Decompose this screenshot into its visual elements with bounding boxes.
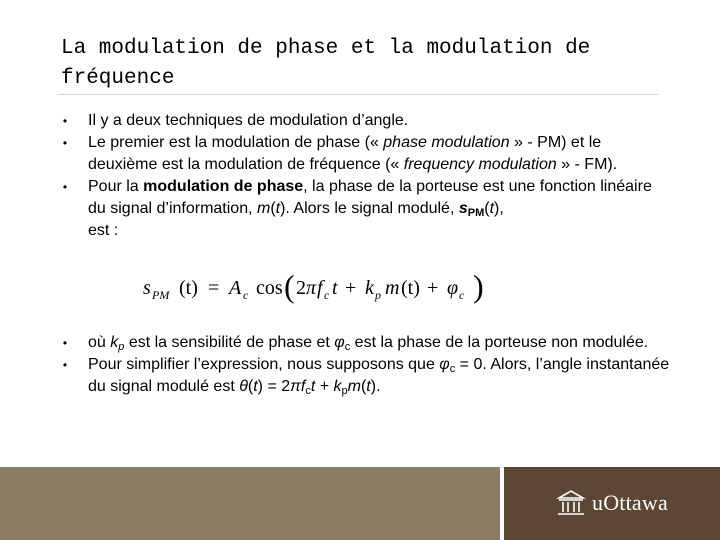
bullet-list-top: [60, 110, 670, 242]
bullet-marker: •: [62, 358, 68, 372]
bullet-text: Il y a deux techniques de modulation d’angle.: [88, 112, 409, 129]
strong-modulation-de-phase: modulation de phase: [143, 178, 304, 195]
svg-text:t: t: [332, 277, 338, 299]
title-divider: [58, 94, 658, 95]
em-phase-modulation: phase modulation: [383, 134, 510, 151]
svg-text:+: +: [427, 277, 439, 299]
phase-modulation-formula: [143, 266, 503, 306]
building-icon: [556, 488, 586, 518]
svg-text:A: A: [229, 277, 242, 299]
list-item: [60, 132, 670, 176]
bullet-text: où $k_p$ est la sensibilité de phase et $\varphi_c$ est la phase de la porteuse non modulée.: [88, 334, 649, 353]
em-frequency-modulation: frequency modulation: [403, 156, 557, 173]
bullet-text: Le premier est la modulation de phase (« phase modulation » - PM) et le deuxième est la modulation de fréquence (« frequency modulation » - FM).: [88, 134, 618, 173]
svg-text:2: 2: [296, 277, 306, 299]
svg-text:PM: PM: [152, 288, 170, 302]
svg-text:c: c: [243, 288, 249, 302]
formula-s: s: [143, 277, 151, 299]
university-logo: [556, 488, 668, 518]
svg-text:c: c: [324, 288, 330, 302]
svg-text:m: m: [385, 277, 400, 299]
bullet-marker: •: [62, 336, 68, 350]
list-item: [60, 110, 670, 132]
svg-text:f: f: [317, 277, 323, 299]
slide-title: La modulation de phase et la modulation de fréquence: [61, 37, 591, 90]
bullet-list-bottom: [60, 332, 670, 398]
svg-text:π: π: [306, 277, 317, 299]
svg-text:c: c: [459, 288, 465, 302]
svg-text:+: +: [345, 277, 357, 299]
list-item: [60, 332, 670, 354]
bullet-text: Pour simplifier l’expression, nous supposons que $\varphi_c = 0$. Alors, l’angle instantanée du signal modulé est $\theta(t) = 2\pi f_ct + k_pm(t)$.: [88, 356, 670, 397]
svg-text:(t): (t): [401, 277, 420, 299]
svg-text:k: k: [365, 277, 374, 299]
list-item: [60, 176, 670, 242]
bullet-marker: •: [62, 136, 68, 150]
svg-text:cos: cos: [256, 277, 283, 299]
svg-text:(t): (t): [179, 277, 198, 299]
svg-text:(: (: [284, 268, 295, 304]
svg-text:=: =: [208, 277, 220, 299]
list-item: [60, 354, 670, 398]
svg-text:φ: φ: [447, 277, 459, 299]
bullet-marker: •: [62, 114, 68, 128]
bullet-marker: •: [62, 180, 68, 194]
bullet-text: Pour la modulation de phase, la phase de la porteuse est une fonction linéaire du signal d’information, m(t). Alors le signal modulé, $s_{PM}(t)$, est :: [88, 178, 652, 239]
logo-text: uOttawa: [592, 490, 668, 515]
svg-text:): ): [473, 268, 484, 304]
svg-text:p: p: [375, 288, 381, 302]
